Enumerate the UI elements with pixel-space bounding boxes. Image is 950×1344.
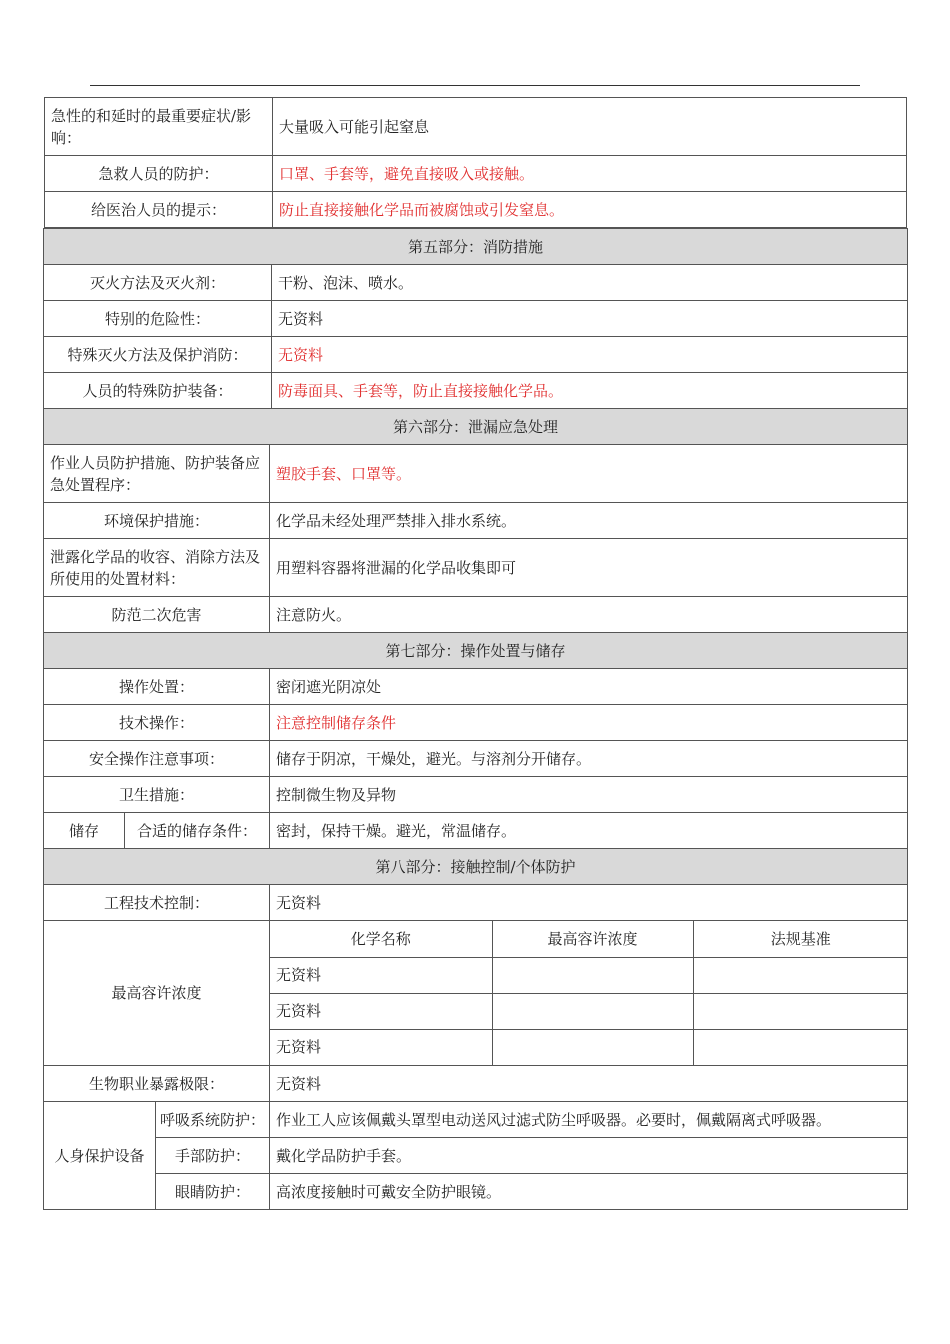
mac-cell	[492, 1029, 693, 1065]
part6-title: 第六部分：泄漏应急处理	[44, 409, 908, 445]
part6-row-label: 防范二次危害	[44, 597, 270, 633]
part6-row-value: 化学品未经处理严禁排入排水系统。	[270, 503, 908, 539]
ppe-hand-value: 戴化学品防护手套。	[270, 1138, 908, 1174]
bio-limit-value: 无资料	[270, 1066, 908, 1102]
part7-row-label: 技术操作：	[44, 705, 270, 741]
mac-label: 最高容许浓度	[44, 921, 270, 1066]
part7-row-label: 操作处置：	[44, 669, 270, 705]
part6-row-value: 注意防火。	[270, 597, 908, 633]
bio-limit-label: 生物职业暴露极限：	[44, 1066, 270, 1102]
part5-row-value: 无资料	[272, 301, 908, 337]
doctor-label: 给医治人员的提示：	[45, 192, 273, 228]
part5-title: 第五部分：消防措施	[44, 229, 908, 265]
part7-title: 第七部分：操作处置与储存	[44, 633, 908, 669]
part5-row-value: 防毒面具、手套等，防止直接接触化学品。	[272, 373, 908, 409]
part7-row-label: 卫生措施：	[44, 777, 270, 813]
ppe-hand-label: 手部防护：	[156, 1138, 270, 1174]
ppe-eye-label: 眼睛防护：	[156, 1174, 270, 1210]
ppe-eye-value: 高浓度接触时可戴安全防护眼镜。	[270, 1174, 908, 1210]
part7-row-value: 储存于阴凉，干燥处，避光。与溶剂分开储存。	[270, 741, 908, 777]
part5-row-value: 干粉、泡沫、喷水。	[272, 265, 908, 301]
part5-row-label: 特别的危险性：	[44, 301, 272, 337]
mac-cell	[693, 993, 908, 1029]
mac-cell: 无资料	[270, 993, 492, 1029]
engineering-control-label: 工程技术控制：	[44, 885, 270, 921]
ppe-group-label: 人身保护设备	[44, 1102, 156, 1210]
mac-cell	[693, 957, 908, 993]
mac-header-chemical: 化学名称	[270, 921, 492, 957]
storage-group-label: 储存	[44, 813, 125, 849]
symptoms-label: 急性的和延时的最重要症状/影响：	[45, 98, 273, 156]
part7-row-value: 密闭遮光阴凉处	[270, 669, 908, 705]
mac-cell: 无资料	[270, 957, 492, 993]
part6-row-label: 作业人员防护措施、防护装备应急处置程序：	[44, 445, 270, 503]
part6-table	[43, 408, 908, 633]
mac-cell	[492, 993, 693, 1029]
header-rule	[90, 85, 860, 86]
part5-row-value: 无资料	[272, 337, 908, 373]
doctor-value: 防止直接接触化学品而被腐蚀或引发窒息。	[273, 192, 907, 228]
part7-row-label: 安全操作注意事项：	[44, 741, 270, 777]
mac-header-standard: 法规基准	[693, 921, 908, 957]
part8-table	[43, 848, 908, 1210]
mac-header-limit: 最高容许浓度	[492, 921, 693, 957]
mac-cell	[693, 1029, 908, 1065]
part5-row-label: 特殊灭火方法及保护消防：	[44, 337, 272, 373]
storage-condition-label: 合适的储存条件：	[125, 813, 270, 849]
ppe-respiratory-label: 呼吸系统防护：	[156, 1102, 270, 1138]
storage-condition-value: 密封，保持干燥。避光，常温储存。	[270, 813, 908, 849]
rescuer-value: 口罩、手套等，避免直接吸入或接触。	[273, 156, 907, 192]
engineering-control-value: 无资料	[270, 885, 908, 921]
part5-row-label: 灭火方法及灭火剂：	[44, 265, 272, 301]
symptoms-value: 大量吸入可能引起窒息	[273, 98, 907, 156]
part6-row-value: 用塑料容器将泄漏的化学品收集即可	[270, 539, 908, 597]
mac-cell	[492, 957, 693, 993]
ppe-respiratory-value: 作业工人应该佩戴头罩型电动送风过滤式防尘呼吸器。必要时，佩戴隔离式呼吸器。	[270, 1102, 908, 1138]
part5-table	[43, 228, 908, 409]
part6-row-label: 环境保护措施：	[44, 503, 270, 539]
mac-cell: 无资料	[270, 1029, 492, 1065]
first-aid-table	[44, 97, 907, 228]
mac-table-cell	[270, 921, 908, 1066]
part6-row-value: 塑胶手套、口罩等。	[270, 445, 908, 503]
rescuer-label: 急救人员的防护：	[45, 156, 273, 192]
mac-table	[270, 921, 908, 1065]
part8-title: 第八部分：接触控制/个体防护	[44, 849, 908, 885]
part7-row-value: 注意控制储存条件	[270, 705, 908, 741]
part7-row-value: 控制微生物及异物	[270, 777, 908, 813]
part5-row-label: 人员的特殊防护装备：	[44, 373, 272, 409]
part7-table	[43, 632, 908, 849]
part6-row-label: 泄露化学品的收容、消除方法及所使用的处置材料：	[44, 539, 270, 597]
